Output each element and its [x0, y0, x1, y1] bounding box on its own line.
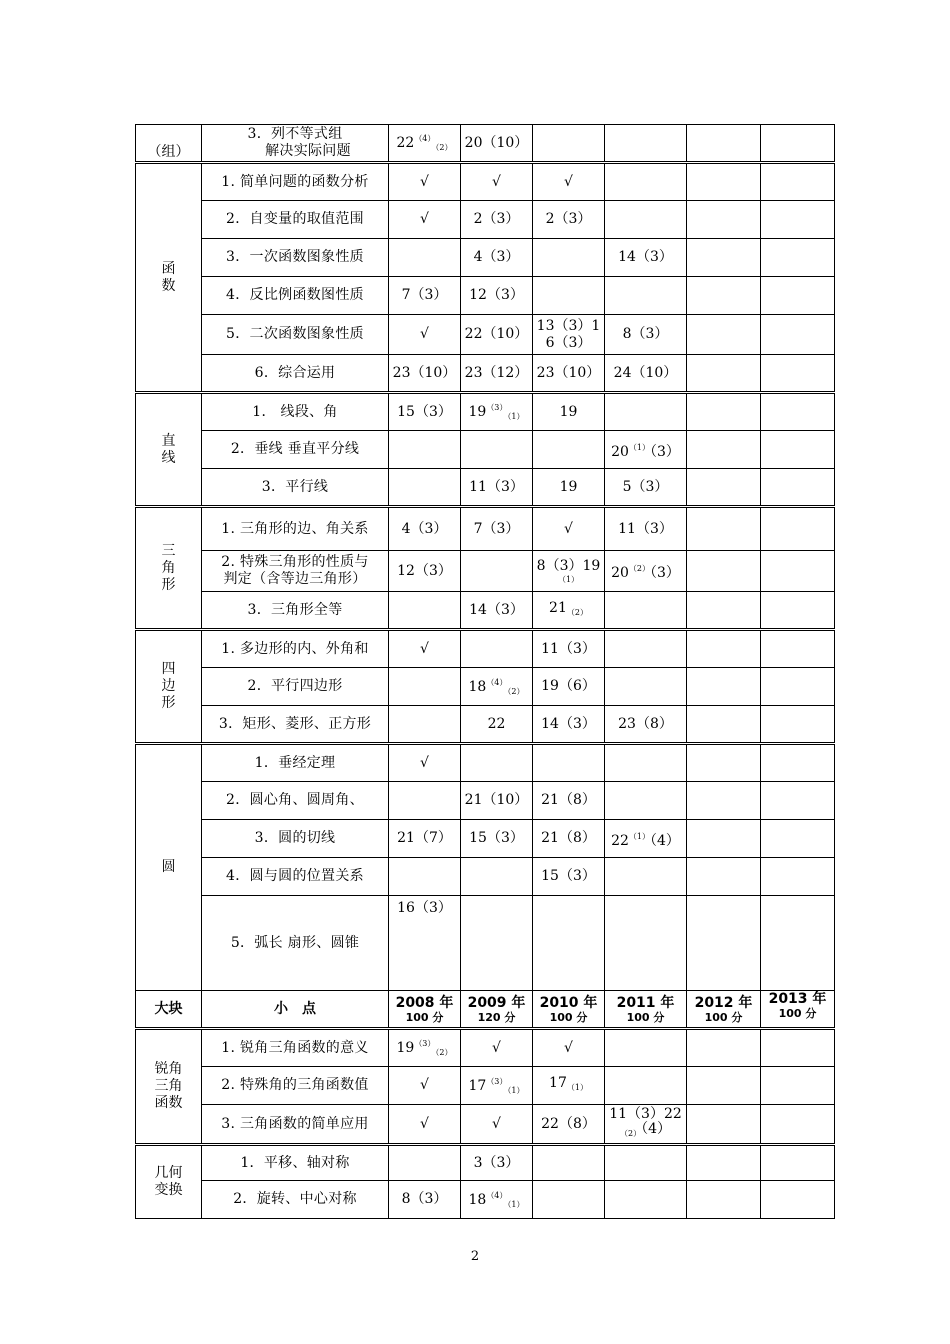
table-row: 圆 1．垂经定理 √ — [136, 744, 835, 782]
table-row: 3．平行线 11（3） 19 5（3） — [136, 469, 835, 507]
table-row: 2．旋转、中心对称 8（3） $18^{(4)}_{(1)}$ — [136, 1181, 835, 1219]
header-row: 大块 小 点 2008 年 100 分 2009 年 120 分 2010 年 100 分 2011 年 100 分 2012 年 100 分 2013 年 100 分 — [136, 991, 835, 1029]
header-small-point: 小 点 — [202, 991, 389, 1029]
category-quadrilateral: 四边形 — [136, 630, 202, 744]
table-row: 函数 1. 简单问题的函数分析 √ √ √ — [136, 163, 835, 201]
table-row: 2．平行四边形 $18^{(4)}_{(2)}$ 19（6） — [136, 668, 835, 706]
item-cell: 3．列不等式组 解决实际问题 — [202, 125, 389, 163]
category-triangle: 三角形 — [136, 507, 202, 630]
category-line: 直线 — [136, 393, 202, 507]
table-row: 2．垂线 垂直平分线 $20^{(1)}(3)$ — [136, 431, 835, 469]
cell-2009: 20（10） — [461, 125, 533, 163]
category-trig: 锐角三角函数 — [136, 1029, 202, 1145]
table-row: 2．圆心角、圆周角、 21（10） 21（8） — [136, 782, 835, 820]
table-row: 4．圆与圆的位置关系 15（3） — [136, 858, 835, 896]
table-row: 三角形 1. 三角形的边、角关系 4（3） 7（3） √ 11（3） — [136, 507, 835, 551]
header-big-block: 大块 — [136, 991, 202, 1029]
table-row: 5．二次函数图象性质 √ 22（10） 13（3）1 6（3） 8（3） — [136, 315, 835, 355]
table-row: 2. 特殊角的三角函数值 √ $17^{(3)}_{(1)}$ $17_{(1)}$ — [136, 1067, 835, 1105]
table-row: 锐角三角函数 1. 锐角三角函数的意义 $19^{(3)}_{(2)}$ √ √ — [136, 1029, 835, 1067]
table-row — [136, 125, 835, 163]
table-row: 3．矩形、菱形、正方形 22 14（3） 23（8） — [136, 706, 835, 744]
table-row: 5．弧长 扇形、圆锥 16（3） — [136, 896, 835, 991]
table-row: 3．三角形全等 14（3） $21_{(2)}$ — [136, 592, 835, 630]
category-circle: 圆 — [136, 744, 202, 991]
table-row: 6．综合运用 23（10） 23（12） 23（10） 24（10） — [136, 355, 835, 393]
table-row: 3．一次函数图象性质 4（3） 14（3） — [136, 239, 835, 277]
category-transform: 几何变换 — [136, 1145, 202, 1219]
table-row: 2. 特殊三角形的性质与 判定（含等边三角形） 12（3） 8（3）19 （1） $20^{(2)}(3)$ — [136, 551, 835, 592]
table-row: 3．圆的切线 21（7） 15（3） 21（8） $22^{(1)}(4)$ — [136, 820, 835, 858]
category-inequality: （组） — [136, 125, 202, 163]
table-row: 直线 1． 线段、角 15（3） $19^{(3)}_{(1)}$ 19 — [136, 393, 835, 431]
cell-2008: $22^{(4)}_{(2)}$ — [389, 125, 461, 163]
table-row: 4．反比例函数图性质 7（3） 12（3） — [136, 277, 835, 315]
table-row: 3. 三角函数的简单应用 √ √ 22（8） 11（3）22 $_{(2)}$（4） — [136, 1105, 835, 1145]
knowledge-table — [135, 124, 835, 1219]
table-row: 四边形 1. 多边形的内、外角和 √ 11（3） — [136, 630, 835, 668]
table-row: 2．自变量的取值范围 √ 2（3） 2（3） — [136, 201, 835, 239]
page-number: 2 — [470, 1249, 480, 1264]
category-function: 函数 — [136, 163, 202, 393]
table-row: 几何变换 1．平移、轴对称 3（3） — [136, 1145, 835, 1181]
